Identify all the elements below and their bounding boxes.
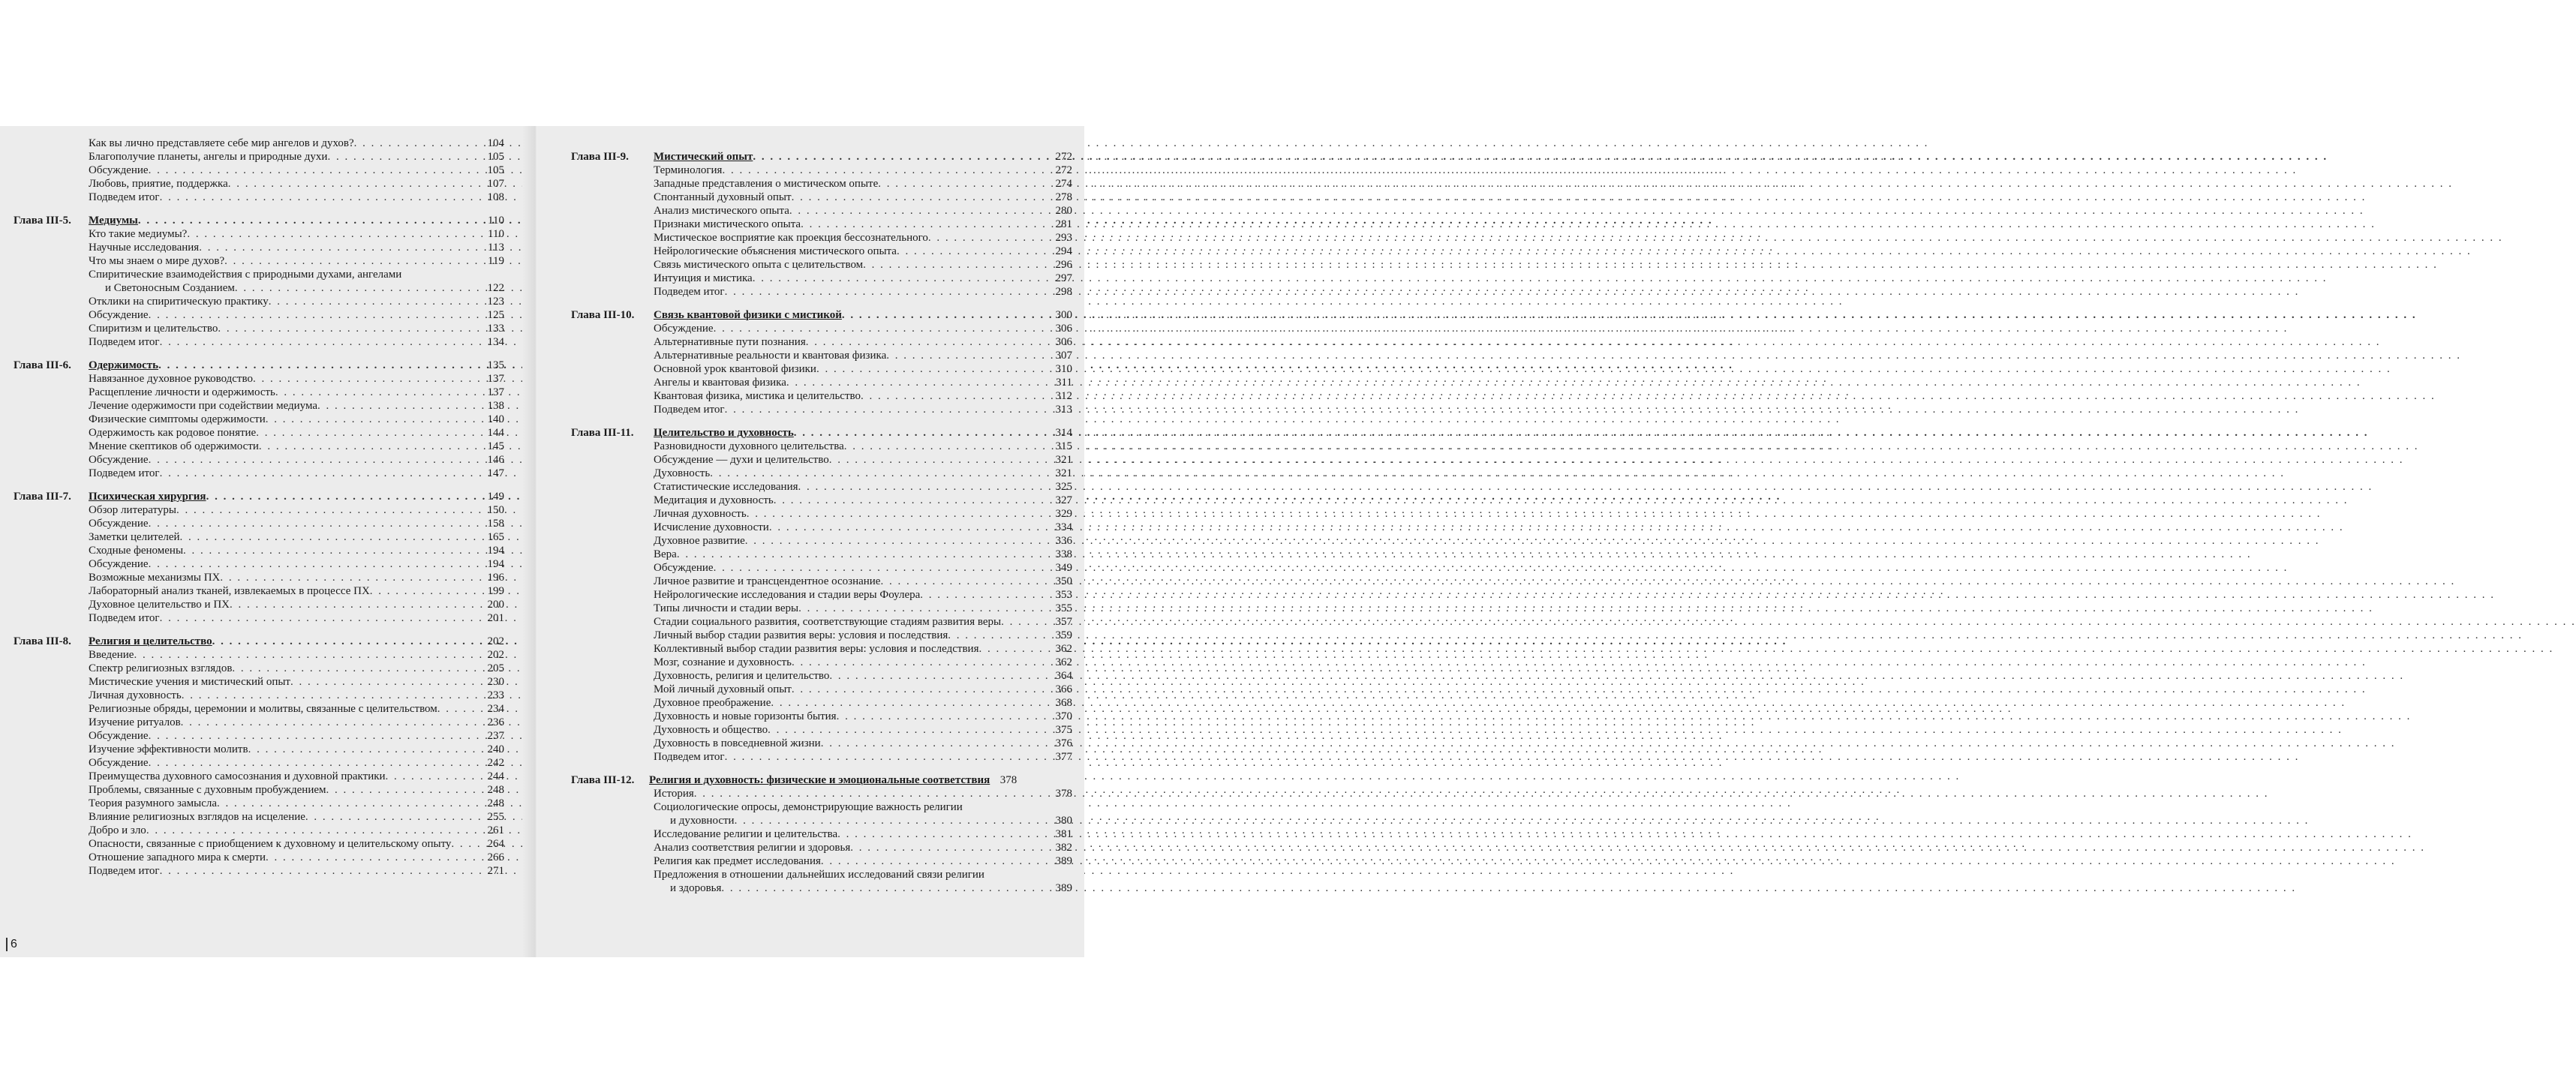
toc-entry: Духовность . . . 321 (571, 467, 1072, 480)
toc-entry: Исследование религии и целительства . . . 381 (571, 827, 1072, 841)
toc-entry: Религия как предмет исследования . . . 389 (571, 854, 1072, 868)
toc-entry: Признаки мистического опыта . . . 281 (571, 218, 1072, 231)
toc-entry: Медитация и духовность . . . 327 (571, 494, 1072, 507)
book-spread (0, 126, 1084, 957)
toc-entry: Нейрологические исследования и стадии веры Фоулера . . . 353 (571, 588, 1072, 602)
toc-entry: Квантовая физика, мистика и целительство . . . 312 (571, 389, 1072, 403)
page-number: 6 (6, 938, 17, 951)
chapter-heading: Глава III-12. Религия и духовность: физические и эмоциональные соответствия 378 (571, 774, 1017, 786)
toc-entry: Личная духовность . . . 233 (14, 689, 504, 702)
left-toc (14, 137, 504, 878)
toc-entry: Расщепление личности и одержимость . . . 137 (14, 386, 504, 399)
chapter-heading: Глава III-6. Одержимость . . . 135 (14, 359, 504, 372)
toc-entry: Изучение эффективности молитв . . . 240 (14, 743, 504, 756)
toc-entry: Обсуждение . . . 125 (14, 308, 504, 322)
toc-entry: Введение . . . 202 (14, 648, 504, 662)
right-page (537, 126, 1084, 957)
toc-entry: Лабораторный анализ тканей, извлекаемых в процессе ПХ . . . 199 (14, 584, 504, 598)
toc-entry: Проблемы, связанные с духовным пробуждением . . . 248 (14, 783, 504, 797)
toc-entry: Ангелы и квантовая физика . . . 311 (571, 376, 1072, 389)
toc-entry: Опасности, связанные с приобщением к духовному и целительскому опыту . . . 264 (14, 837, 504, 851)
toc-entry: Мистические учения и мистический опыт . . . 230 (14, 675, 504, 689)
toc-entry: Духовность и новые горизонты бытия . . . 370 (571, 710, 1072, 723)
toc-entry: Подведем итог . . . 201 (14, 611, 504, 625)
toc-entry: Обзор литературы . . . 150 (14, 503, 504, 517)
toc-entry: Что мы знаем о мире духов? . . . 119 (14, 254, 504, 268)
toc-entry: Навязанное духовное руководство . . . 137 (14, 372, 504, 386)
toc-entry: Личное развитие и трансцендентное осознание . . . 350 (571, 575, 1072, 588)
toc-entry: Духовность и общество . . . 375 (571, 723, 1072, 737)
toc-entry: Заметки целителей . . . 165 (14, 530, 504, 544)
toc-entry: Теория разумного замысла . . . 248 (14, 797, 504, 810)
toc-entry: Спонтанный духовный опыт . . . 278 (571, 191, 1072, 204)
toc-entry: Добро и зло . . . 261 (14, 824, 504, 837)
toc-entry: Обсуждение . . . 237 (14, 729, 504, 743)
toc-entry: Влияние религиозных взглядов на исцеление . . . 255 (14, 810, 504, 824)
chapter-heading: Глава III-8. Религия и целительство . . . 202 (14, 635, 504, 648)
toc-entry: История . . . 378 (571, 787, 1072, 800)
toc-entry: Нейрологические объяснения мистического опыта . . . 294 (571, 245, 1072, 258)
toc-entry: Физические симптомы одержимости . . . 140 (14, 413, 504, 426)
chapter-heading: Глава III-10. Связь квантовой физики с мистикой . . . 300 (571, 308, 1072, 322)
toc-entry: Кто такие медиумы? . . . 110 (14, 227, 504, 241)
toc-entry: Мозг, сознание и духовность . . . 362 (571, 656, 1072, 669)
toc-entry: Западные представления о мистическом опыте . . . 274 (571, 177, 1072, 191)
toc-entry: Подведем итог . . . 134 (14, 335, 504, 349)
toc-entry: Подведем итог . . . 298 (571, 285, 1072, 299)
chapter-heading: Глава III-5. Медиумы . . . 110 (14, 214, 504, 227)
toc-entry: Альтернативные пути познания . . . 306 (571, 335, 1072, 349)
toc-entry: Разновидности духовного целительства . . . 315 (571, 440, 1072, 453)
toc-entry: Типы личности и стадии веры . . . 355 (571, 602, 1072, 615)
toc-entry: Связь мистического опыта с целительством . . . 296 (571, 258, 1072, 272)
toc-entry: Анализ мистического опыта . . . 280 (571, 204, 1072, 218)
toc-entry: Духовность в повседневной жизни . . . 376 (571, 737, 1072, 750)
toc-entry: Обсуждение . . . 105 (14, 164, 504, 177)
toc-entry: Духовное целительство и ПХ . . . 200 (14, 598, 504, 611)
toc-entry: Отношение западного мира к смерти . . . 266 (14, 851, 504, 864)
toc-entry: Вера . . . 338 (571, 548, 1072, 561)
toc-entry: Лечение одержимости при содействии медиума . . . 138 (14, 399, 504, 413)
toc-entry: Подведем итог . . . 313 (571, 403, 1072, 416)
toc-entry: Обсуждение . . . 146 (14, 453, 504, 467)
toc-entry: Личный выбор стадии развития веры: условия и последствия . . . 359 (571, 629, 1072, 642)
toc-entry: Мой личный духовный опыт . . . 366 (571, 683, 1072, 696)
toc-entry: Подведем итог . . . 271 (14, 864, 504, 878)
chapter-heading: Глава III-11. Целительство и духовность . . . 314 (571, 426, 1072, 440)
toc-entry: Обсуждение . . . 306 (571, 322, 1072, 335)
toc-entry: Изучение ритуалов . . . 236 (14, 716, 504, 729)
toc-entry: Статистические исследования . . . 325 (571, 480, 1072, 494)
toc-entry: Стадии социального развития, соответствующие стадиям развития веры . . . 357 (571, 615, 1072, 629)
toc-entry: Исчисление духовности . . . 334 (571, 521, 1072, 534)
toc-entry: Основной урок квантовой физики . . . 310 (571, 362, 1072, 376)
toc-entry: Альтернативные реальности и квантовая физика . . . 307 (571, 349, 1072, 362)
left-page (0, 126, 534, 957)
toc-entry: Научные исследования . . . 113 (14, 241, 504, 254)
toc-entry-multiline: Спиритические взаимодействия с природными духами, ангелами и Светоносным Созданием . . . 122 (14, 268, 504, 295)
toc-entry-multiline: Предложения в отношении дальнейших исследований связи религии и здоровья . . . 389 (571, 868, 1072, 895)
toc-entry: Отклики на спиритическую практику . . . 123 (14, 295, 504, 308)
toc-entry: Подведем итог . . . 108 (14, 191, 504, 204)
toc-entry: Одержимость как родовое понятие . . . 144 (14, 426, 504, 440)
toc-entry: Духовность, религия и целительство . . . 364 (571, 669, 1072, 683)
toc-entry: Мнение скептиков об одержимости . . . 145 (14, 440, 504, 453)
toc-entry: Сходные феномены . . . 194 (14, 544, 504, 557)
toc-entry: Религиозные обряды, церемонии и молитвы, связанные с целительством . . . 234 (14, 702, 504, 716)
chapter-heading: Глава III-9. Мистический опыт . . . 272 (571, 150, 1072, 164)
toc-entry: Анализ соответствия религии и здоровья . . . 382 (571, 841, 1072, 854)
toc-entry: Обсуждение . . . 194 (14, 557, 504, 571)
toc-entry: Преимущества духовного самосознания и духовной практики . . . 244 (14, 770, 504, 783)
toc-entry: Спиритизм и целительство . . . 133 (14, 322, 504, 335)
right-toc (571, 150, 1072, 895)
toc-entry: Подведем итог . . . 147 (14, 467, 504, 480)
toc-entry: Мистическое восприятие как проекция бессознательного . . . 293 (571, 231, 1072, 245)
toc-entry: Как вы лично представляете себе мир ангелов и духов? . . . 104 (14, 137, 504, 150)
toc-entry: Спектр религиозных взглядов . . . 205 (14, 662, 504, 675)
toc-entry: Коллективный выбор стадии развития веры: условия и последствия . . . 362 (571, 642, 1072, 656)
toc-entry: Любовь, приятие, поддержка . . . 107 (14, 177, 504, 191)
toc-entry: Духовное преображение . . . 368 (571, 696, 1072, 710)
toc-entry: Обсуждение . . . 242 (14, 756, 504, 770)
toc-entry: Обсуждение — духи и целительство . . . 321 (571, 453, 1072, 467)
toc-entry: Благополучие планеты, ангелы и природные духи . . . 105 (14, 150, 504, 164)
toc-entry: Обсуждение . . . 158 (14, 517, 504, 530)
toc-entry: Возможные механизмы ПХ . . . 196 (14, 571, 504, 584)
toc-entry: Духовное развитие . . . 336 (571, 534, 1072, 548)
toc-entry: Интуиция и мистика . . . 297 (571, 272, 1072, 285)
toc-entry: Личная духовность . . . 329 (571, 507, 1072, 521)
toc-entry-multiline: Социологические опросы, демонстрирующие важность религии и духовности . . . 380 (571, 800, 1072, 827)
chapter-heading: Глава III-7. Психическая хирургия . . . 149 (14, 490, 504, 503)
toc-entry: Терминология . . . 272 (571, 164, 1072, 177)
toc-entry: Подведем итог . . . 377 (571, 750, 1072, 764)
toc-entry: Обсуждение . . . 349 (571, 561, 1072, 575)
